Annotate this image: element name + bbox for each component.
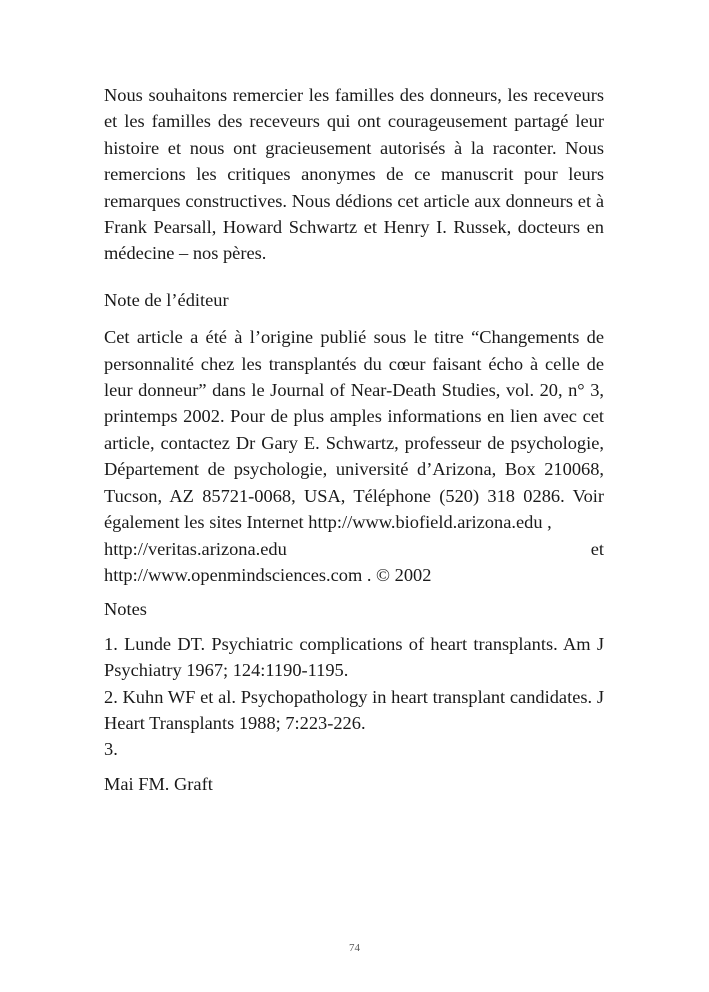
- notes-heading: Notes: [104, 599, 147, 620]
- note-item: 1. Lunde DT. Psychiatric complications of heart transplants. Am J Psychiatry 1967; 124:1190-1195.: [104, 633, 604, 681]
- editor-note-body: Cet article a été à l’origine publié sous le titre “Changements de personnalité chez les transplantés du cœur faisant écho à celle de leur donneur” dans le Journal of Near-Death Studies, vol. 20, n° 3, printemps 2002. Pour de plus amples informations en lien avec cet article, contactez Dr Gary E. Schwartz, professeur de psychologie, Département de psychologie, université d’Arizona, Box 210068, Tucson, AZ 85721-0068, USA, Téléphone (520) 318 0286. Voir également les sites Internet http://www.biofield.arizona.edu ,: [104, 327, 604, 533]
- veritas-url: http://veritas.arizona.edu: [104, 538, 287, 559]
- page-content: [104, 82, 604, 797]
- url-line: [104, 536, 604, 562]
- editor-note-heading: Note de l’éditeur: [104, 289, 229, 310]
- note-item: 2. Kuhn WF et al. Psychopathology in heart transplant candidates. J Heart Transplants 1988; 7:223-226.: [104, 686, 604, 733]
- editor-note-last-line: http://www.openmindsciences.com . © 2002: [104, 564, 432, 585]
- url-conjunction: et: [590, 538, 604, 559]
- note-item: 3.: [104, 739, 118, 760]
- acknowledgements-paragraph: Nous souhaitons remercier les familles des donneurs, les receveurs et les familles des receveurs qui ont courageusement partagé leur histoire et nous ont gracieusement autorisés à la raconter. Nous remercions les critiques anonymes de ce manuscrit pour leurs remarques constructives. Nous dédions cet article aux donneurs et à Frank Pearsall, Howard Schwartz et Henry I. Russek, docteurs en médecine – nos pères.: [104, 85, 604, 264]
- page-number: 74: [349, 942, 360, 954]
- note-trailing-text: Mai FM. Graft: [104, 773, 213, 794]
